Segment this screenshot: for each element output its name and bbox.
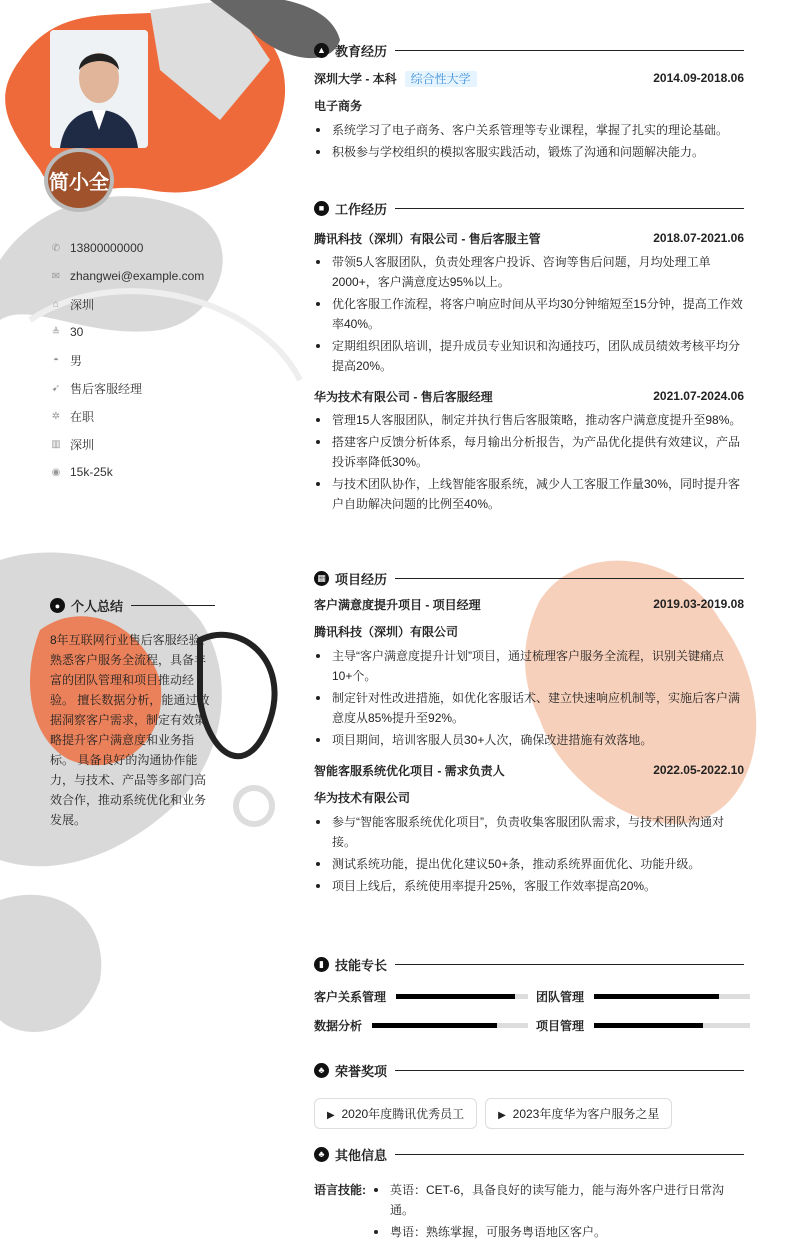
grid-icon: ▦ — [314, 571, 329, 586]
project-company: 华为技术有限公司 — [314, 791, 411, 805]
project-company: 腾讯科技（深圳）有限公司 — [314, 625, 459, 639]
contact-item — [50, 234, 204, 262]
job-date: 2021.07-2024.06 — [653, 389, 744, 403]
briefcase-icon: ■ — [314, 201, 329, 216]
award-text: 2020年度腾讯优秀员工 — [341, 1107, 465, 1121]
contact-item — [50, 290, 204, 318]
skill-item — [536, 1017, 750, 1034]
skill-name: 数据分析 — [314, 1019, 363, 1033]
skill-bar-fill — [372, 1023, 497, 1028]
list-item: 制定针对性改进措施，如优化客服话术、建立快速响应机制等，实施后客户满意度从85%提升至92%。 — [314, 688, 744, 728]
skill-item — [314, 1017, 528, 1034]
skills-section — [314, 954, 744, 1034]
list-item: 参与“智能客服系统优化项目”，负责收集客服团队需求，与技术团队沟通对接。 — [314, 812, 744, 852]
graduation-cap-icon: ▲ — [314, 43, 329, 58]
job-company: 华为技术有限公司 - 售后客服经理 — [314, 389, 493, 404]
list-item: 英语：CET-6，具备良好的读写能力，能与海外客户进行日常沟通。 — [372, 1180, 744, 1220]
award-icon: ♣ — [314, 1063, 329, 1078]
bar-chart-icon: ▮ — [314, 957, 329, 972]
project-header — [314, 756, 744, 784]
play-icon: ▶ — [327, 1110, 338, 1121]
school-name: 深圳大学 - 本科 — [314, 71, 397, 86]
list-item: 优化客服工作流程，将客户响应时间从平均30分钟缩短至15分钟，提高工作效率40%。 — [314, 294, 744, 334]
project-entry — [314, 756, 744, 896]
contact-item — [50, 458, 204, 486]
play-icon: ▶ — [498, 1110, 509, 1121]
job-entry — [314, 224, 744, 376]
list-item: 带领5人客服团队，负责处理客户投诉、咨询等售后问题，月均处理工单2000+，客户满意度达95%以上。 — [314, 252, 744, 292]
education-section — [314, 40, 744, 164]
award-badge — [314, 1098, 477, 1129]
list-item: 粤语：熟练掌握，可服务粤语地区客户。 — [372, 1222, 744, 1242]
skill-bar-fill — [594, 1023, 703, 1028]
skill-item — [314, 988, 528, 1005]
contact-text: 在职 — [70, 409, 95, 424]
skill-name: 客户关系管理 — [314, 990, 387, 1004]
info-icon: ♣ — [314, 1147, 329, 1162]
award-text: 2023年度华为客户服务之星 — [512, 1107, 660, 1121]
status-icon: ✲ — [51, 410, 61, 422]
education-items — [314, 120, 744, 162]
contact-text: 13800000000 — [70, 241, 144, 255]
project-items — [314, 812, 744, 896]
list-item: 系统学习了电子商务、客户关系管理等专业课程，掌握了扎实的理论基础。 — [314, 120, 744, 140]
job-header — [314, 382, 744, 410]
contact-text: 深圳 — [70, 297, 95, 312]
gender-icon: ◓ — [52, 354, 60, 366]
contact-item — [50, 318, 204, 346]
project-name: 智能客服系统优化项目 - 需求负责人 — [314, 763, 505, 778]
skill-name: 团队管理 — [536, 990, 585, 1004]
user-icon: ● — [50, 598, 65, 613]
other-section — [314, 1144, 744, 1244]
list-item: 测试系统功能，提出优化建议50+条，推动系统界面优化、功能升级。 — [314, 854, 744, 874]
section-title: 技能专长 — [335, 957, 388, 973]
candidate-name: 简小全 — [44, 148, 114, 212]
job-entry — [314, 382, 744, 514]
skill-bar — [396, 994, 528, 999]
section-title: 荣誉奖项 — [335, 1063, 388, 1079]
contact-text: 男 — [70, 353, 83, 368]
award-badge — [485, 1098, 672, 1129]
summary-heading — [50, 596, 215, 615]
skill-name: 项目管理 — [536, 1019, 585, 1033]
job-items — [314, 252, 744, 376]
list-item: 与技术团队协作，上线智能客服系统，减少人工客服工作量30%，同时提升客户自助解决问题的比例至40%。 — [314, 474, 744, 514]
section-title: 工作经历 — [335, 201, 388, 217]
section-title: 其他信息 — [335, 1147, 388, 1163]
salary-icon: ◉ — [51, 466, 61, 478]
education-date: 2014.09-2018.06 — [653, 71, 744, 85]
list-item: 项目上线后，系统使用率提升25%，客服工作效率提高20%。 — [314, 876, 744, 896]
list-item: 项目期间，培训客服人员30+人次，确保改进措施有效落地。 — [314, 730, 744, 750]
project-entry — [314, 590, 744, 750]
avatar — [50, 30, 148, 148]
job-items — [314, 410, 744, 514]
building-icon: ▥ — [51, 438, 61, 450]
contact-text: 深圳 — [70, 437, 95, 452]
section-title: 项目经历 — [335, 571, 388, 587]
contact-text: 售后客服经理 — [70, 381, 143, 396]
send-icon: ➹ — [51, 382, 61, 394]
contact-text: 30 — [70, 325, 84, 339]
skill-bar — [372, 1023, 528, 1028]
skill-bar — [594, 994, 750, 999]
skill-bar — [594, 1023, 750, 1028]
contact-item — [50, 262, 204, 290]
summary-title: 个人总结 — [71, 599, 124, 614]
list-item: 定期组织团队培训，提升成员专业知识和沟通技巧，团队成员绩效考核平均分提高20%。 — [314, 336, 744, 376]
job-date: 2018.07-2021.06 — [653, 231, 744, 245]
mail-icon: ✉ — [51, 270, 61, 282]
work-section — [314, 198, 744, 516]
section-title: 教育经历 — [335, 43, 388, 59]
contact-item — [50, 402, 204, 430]
project-items — [314, 646, 744, 750]
skill-item — [536, 988, 750, 1005]
summary-text: 8年互联网行业售后客服经验，熟悉客户服务全流程，具备丰富的团队管理和项目推动经验。 擅长数据分析，能通过数据洞察客户需求，制定有效策略提升客户满意度和业务指标。 具备良好的沟通协作能力，与技术、产品等多部门高效合作，推动系统优化和业务发展。 — [50, 633, 213, 827]
contact-text: 15k-25k — [70, 465, 113, 479]
phone-icon: ✆ — [51, 242, 61, 254]
job-header — [314, 224, 744, 252]
list-item: 管理15人客服团队，制定并执行售后客服策略，推动客户满意度提升至98%。 — [314, 410, 744, 430]
skill-bar-fill — [594, 994, 719, 999]
project-name: 客户满意度提升项目 - 项目经理 — [314, 597, 481, 612]
list-item: 主导“客户满意度提升计划”项目，通过梳理客户服务全流程，识别关键痛点10+个。 — [314, 646, 744, 686]
school-tag: 综合性大学 — [405, 71, 477, 87]
contact-item — [50, 430, 204, 458]
age-icon: ≜ — [51, 326, 61, 338]
job-company: 腾讯科技（深圳）有限公司 - 售后客服主管 — [314, 231, 541, 246]
language-label: 语言技能: — [314, 1183, 366, 1197]
home-icon: ⌂ — [52, 298, 60, 310]
major: 电子商务 — [314, 99, 363, 113]
project-header — [314, 590, 744, 618]
list-item: 积极参与学校组织的模拟客服实践活动，锻炼了沟通和问题解决能力。 — [314, 142, 744, 162]
project-date: 2022.05-2022.10 — [653, 763, 744, 777]
contact-text: zhangwei@example.com — [70, 269, 205, 283]
list-item: 搭建客户反馈分析体系，每月输出分析报告，为产品优化提供有效建议，产品投诉率降低30%。 — [314, 432, 744, 472]
contact-item — [50, 346, 204, 374]
awards-section — [314, 1060, 744, 1129]
contact-item — [50, 374, 204, 402]
contact-list — [50, 234, 204, 486]
skill-bar-fill — [396, 994, 515, 999]
projects-section — [314, 568, 744, 898]
project-date: 2019.03-2019.08 — [653, 597, 744, 611]
